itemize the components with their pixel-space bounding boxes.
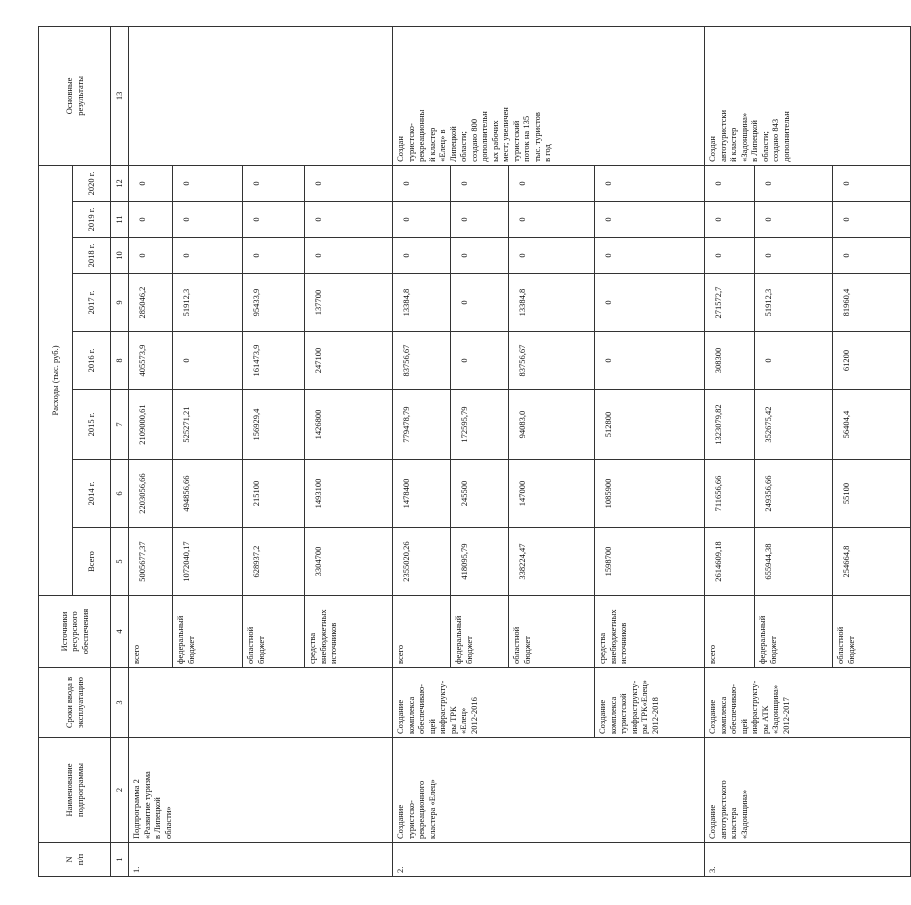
table-row xyxy=(129,26,173,876)
funding-source: федеральный бюджет xyxy=(451,596,509,668)
header-sources: Источники ресурсного обеспечения xyxy=(39,596,111,668)
expense-value: 0 xyxy=(129,165,173,201)
header-year-2019: 2019 г. xyxy=(73,202,111,238)
expense-value: 0 xyxy=(243,202,305,238)
expense-value: 137700 xyxy=(305,274,393,332)
expense-value: 0 xyxy=(393,165,451,201)
table-row xyxy=(393,26,451,876)
funding-source: всего xyxy=(393,596,451,668)
expense-value: 215100 xyxy=(243,460,305,528)
expense-value: 81960,4 xyxy=(833,274,911,332)
column-number: 13 xyxy=(111,26,129,165)
expense-value: 0 xyxy=(393,238,451,274)
expense-value: 0 xyxy=(595,165,705,201)
expense-value: 0 xyxy=(173,332,243,390)
funding-source: областной бюджет xyxy=(509,596,595,668)
expense-value: 247100 xyxy=(305,332,393,390)
expense-value: 156929,4 xyxy=(243,390,305,460)
row-number: 2. xyxy=(393,843,705,877)
expense-value: 0 xyxy=(305,202,393,238)
funding-source: всего xyxy=(705,596,755,668)
expense-value: 51912,3 xyxy=(173,274,243,332)
row-number: 3. xyxy=(705,843,911,877)
expense-value: 5005677,37 xyxy=(129,528,173,596)
expense-value: 0 xyxy=(509,238,595,274)
commissioning-term xyxy=(129,668,393,738)
expense-value: 352675,42 xyxy=(755,390,833,460)
expense-value: 0 xyxy=(451,332,509,390)
expense-value: 2614609,18 xyxy=(705,528,755,596)
expense-value: 2109000,61 xyxy=(129,390,173,460)
expense-value: 0 xyxy=(755,238,833,274)
expense-value: 0 xyxy=(595,202,705,238)
expense-value: 512800 xyxy=(595,390,705,460)
expense-value: 61200 xyxy=(833,332,911,390)
expense-value: 0 xyxy=(595,332,705,390)
expense-value: 172595,79 xyxy=(451,390,509,460)
row-number: 1. xyxy=(129,843,393,877)
header-total: Всего xyxy=(73,528,111,596)
expense-value: 494856,66 xyxy=(173,460,243,528)
expense-value: 13384,8 xyxy=(393,274,451,332)
funding-source: федеральный бюджет xyxy=(755,596,833,668)
expense-value: 1478400 xyxy=(393,460,451,528)
expense-value: 0 xyxy=(595,238,705,274)
expense-value: 0 xyxy=(755,202,833,238)
column-number: 6 xyxy=(111,460,129,528)
expense-value: 0 xyxy=(755,332,833,390)
funding-source: федеральный бюджет xyxy=(173,596,243,668)
expense-value: 0 xyxy=(393,202,451,238)
column-number: 4 xyxy=(111,596,129,668)
expense-value: 0 xyxy=(451,274,509,332)
header-year-2014: 2014 г. xyxy=(73,460,111,528)
expense-value: 0 xyxy=(451,165,509,201)
expense-value: 0 xyxy=(305,165,393,201)
expense-value: 51912,3 xyxy=(755,274,833,332)
header-year-2016: 2016 г. xyxy=(73,332,111,390)
column-number: 10 xyxy=(111,238,129,274)
expense-value: 0 xyxy=(129,202,173,238)
expense-value: 3304700 xyxy=(305,528,393,596)
expense-value: 0 xyxy=(451,238,509,274)
expense-value: 0 xyxy=(243,165,305,201)
expense-value: 0 xyxy=(173,165,243,201)
expense-value: 0 xyxy=(509,202,595,238)
expense-value: 1426800 xyxy=(305,390,393,460)
expense-value: 0 xyxy=(705,165,755,201)
funding-source: средства внебюджетных источников xyxy=(595,596,705,668)
expense-value: 0 xyxy=(451,202,509,238)
column-number: 12 xyxy=(111,165,129,201)
expense-value: 245500 xyxy=(451,460,509,528)
expense-value: 0 xyxy=(129,238,173,274)
expense-value: 338224,47 xyxy=(509,528,595,596)
expense-value: 418095,79 xyxy=(451,528,509,596)
main-results xyxy=(129,26,393,165)
expense-value: 1323079,82 xyxy=(705,390,755,460)
column-number: 1 xyxy=(111,843,129,877)
main-results: Создан туристско- рекреационны й кластер «Елец» в Липецкой области; создано 800 дополнительн ых рабочих мест; увеличен туристский поток на 135 тыс. туристов в год xyxy=(393,26,705,165)
expense-value: 0 xyxy=(173,238,243,274)
expense-value: 779478,79 xyxy=(393,390,451,460)
expense-value: 0 xyxy=(755,165,833,201)
expense-value: 0 xyxy=(705,238,755,274)
expense-value: 1085900 xyxy=(595,460,705,528)
expense-value: 2203056,66 xyxy=(129,460,173,528)
header-row-1 xyxy=(39,26,73,876)
expense-value: 308300 xyxy=(705,332,755,390)
expense-value: 271572,7 xyxy=(705,274,755,332)
column-number: 5 xyxy=(111,528,129,596)
expense-value: 1493100 xyxy=(305,460,393,528)
expense-value: 0 xyxy=(705,202,755,238)
header-year-2017: 2017 г. xyxy=(73,274,111,332)
expense-value: 0 xyxy=(305,238,393,274)
expense-value: 285046,2 xyxy=(129,274,173,332)
expense-value: 2355020,26 xyxy=(393,528,451,596)
expense-value: 55100 xyxy=(833,460,911,528)
funding-source: средства внебюджетных источников xyxy=(305,596,393,668)
expense-value: 83756,67 xyxy=(509,332,595,390)
header-expenses: Расходы (тыс. руб.) xyxy=(39,165,73,595)
column-number: 9 xyxy=(111,274,129,332)
column-number: 2 xyxy=(111,738,129,843)
header-n: N п/п xyxy=(39,843,111,877)
expense-value: 405573,9 xyxy=(129,332,173,390)
expense-value: 94083,0 xyxy=(509,390,595,460)
commissioning-term: Создание комплекса туристской инфраструкту- ры ТРК«Елец» 2012-2018 xyxy=(595,668,705,738)
expense-value: 95433,9 xyxy=(243,274,305,332)
expense-value: 161473,9 xyxy=(243,332,305,390)
expense-value: 0 xyxy=(243,238,305,274)
subprogram-name: Подпрограмма 2 «Развитие туризма в Липецкой области» xyxy=(129,738,393,843)
header-name: Наименование подпрограммы xyxy=(39,738,111,843)
expense-value: 254664,8 xyxy=(833,528,911,596)
expense-value: 711656,66 xyxy=(705,460,755,528)
header-year-2018: 2018 г. xyxy=(73,238,111,274)
expense-value: 0 xyxy=(833,202,911,238)
header-results: Основные результаты xyxy=(39,26,111,165)
table-row xyxy=(705,26,755,876)
column-number: 7 xyxy=(111,390,129,460)
expense-value: 1598700 xyxy=(595,528,705,596)
column-number: 11 xyxy=(111,202,129,238)
column-numbers-row xyxy=(111,26,129,876)
header-year-2020: 2020 г. xyxy=(73,165,111,201)
expense-value: 13384,8 xyxy=(509,274,595,332)
expense-value: 525271,21 xyxy=(173,390,243,460)
expense-value: 628937,2 xyxy=(243,528,305,596)
expense-value: 0 xyxy=(833,238,911,274)
column-number: 8 xyxy=(111,332,129,390)
expense-value: 147000 xyxy=(509,460,595,528)
funding-source: областной бюджет xyxy=(833,596,911,668)
expense-value: 1072040,17 xyxy=(173,528,243,596)
funding-source: всего xyxy=(129,596,173,668)
expense-value: 0 xyxy=(509,165,595,201)
subprogram-name: Создание автотуристского кластера «Задонщина» xyxy=(705,738,911,843)
rotated-table-container xyxy=(38,27,856,877)
expense-value: 83756,67 xyxy=(393,332,451,390)
table-body xyxy=(111,26,911,876)
expense-value: 0 xyxy=(173,202,243,238)
subprogram-name: Создание туристско- рекреационного кластера «Елец» xyxy=(393,738,705,843)
expenses-table xyxy=(38,26,911,877)
main-results: Создан автотуристски й кластер «Задонщина» в Липецкой области; создано 843 дополнительн xyxy=(705,26,911,165)
expense-value: 56404,4 xyxy=(833,390,911,460)
commissioning-term: Создание комплекса обеспечиваю- щей инфраструкту- ры ТРК «Елец» 2012-2016 xyxy=(393,668,595,738)
expense-value: 655944,38 xyxy=(755,528,833,596)
expense-value: 0 xyxy=(833,165,911,201)
commissioning-term: Создание комплекса обеспечиваю- щей инфраструкту- ры АТК «Задонщина» 2012-2017 xyxy=(705,668,911,738)
expense-value: 249356,66 xyxy=(755,460,833,528)
funding-source: областной бюджет xyxy=(243,596,305,668)
expense-value: 0 xyxy=(595,274,705,332)
column-number: 3 xyxy=(111,668,129,738)
header-year-2015: 2015 г. xyxy=(73,390,111,460)
header-terms: Сроки ввода в эксплуатацию xyxy=(39,668,111,738)
